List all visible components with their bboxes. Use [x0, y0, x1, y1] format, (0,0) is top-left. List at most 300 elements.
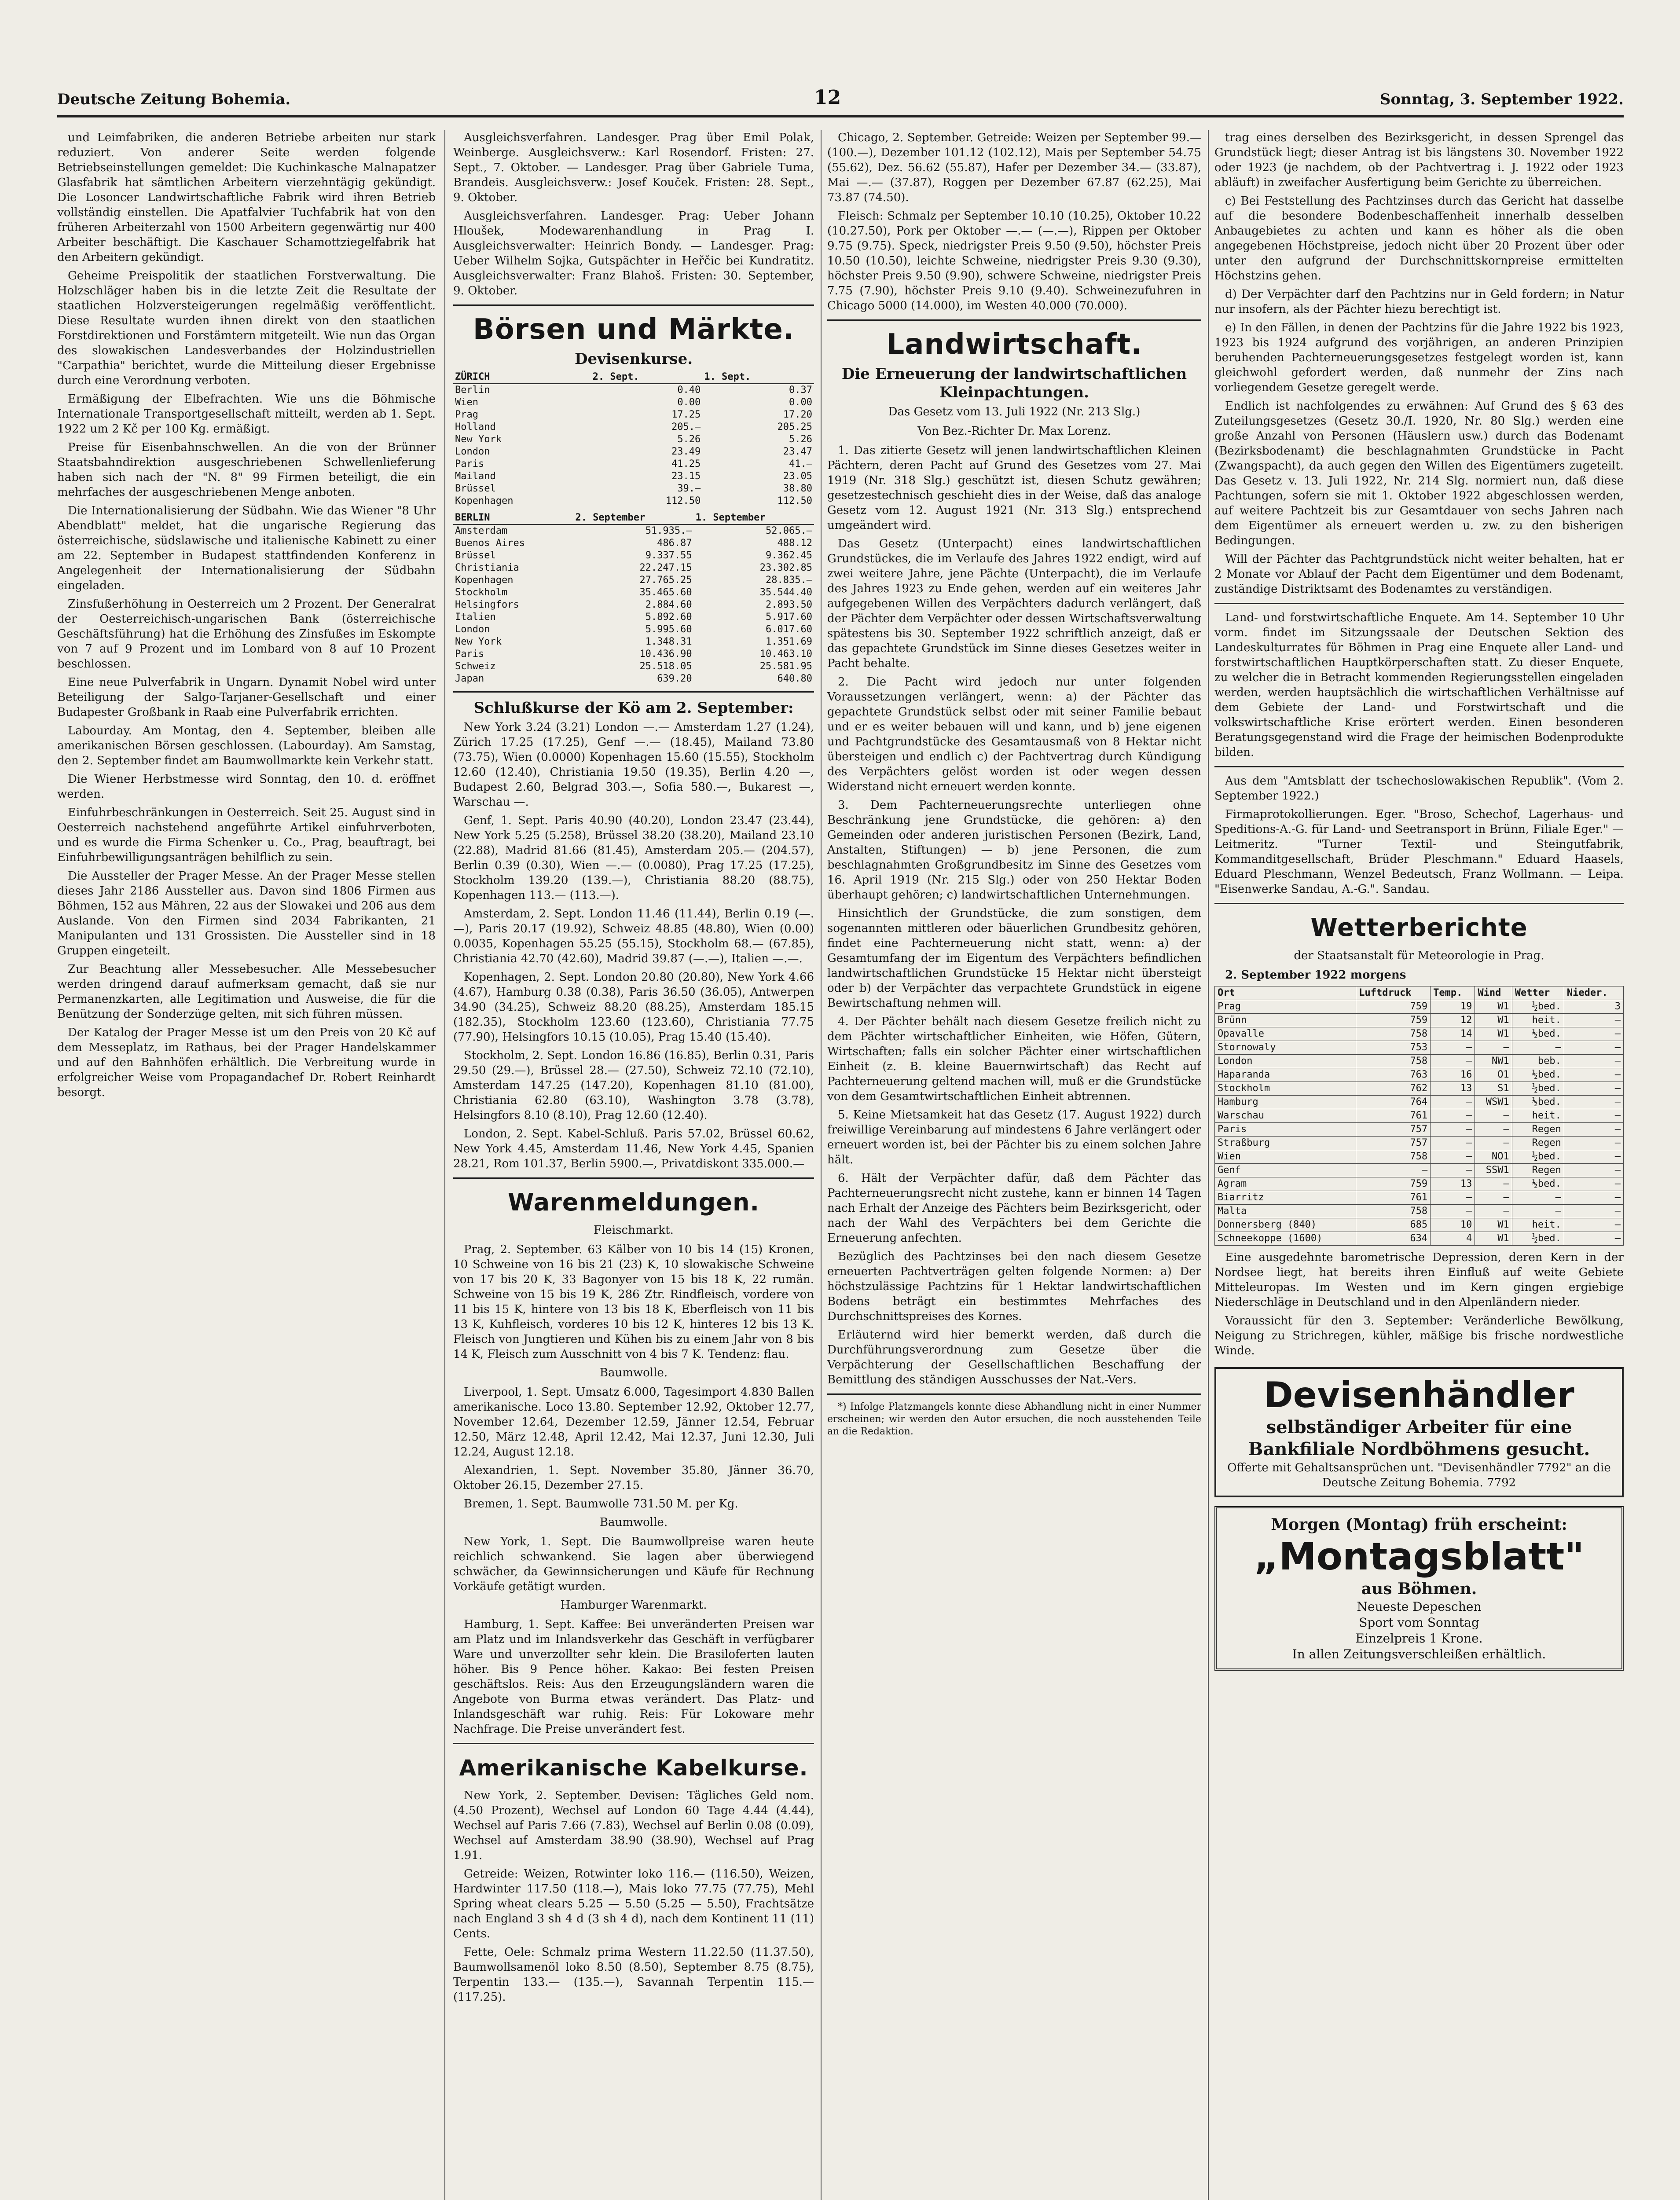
- table-cell: Wien: [1215, 1150, 1356, 1164]
- article-paragraph: Kopenhagen, 2. Sept. London 20.80 (20.80), New York 4.66 (4.67), Hamburg 0.38 (0.38), Paris 36.50 (36.05), Antwerpen 34.90 (34.25), Schweiz 88.20 (88.25), Amsterdam 185.15 (182.35), Stockholm 123.60 (123.60), Christiania 77.75 (77.90), Helsingfors 10.15 (10.05), Prag 15.40 (15.40).: [453, 971, 814, 1044]
- table-cell: Brünn: [1215, 1014, 1356, 1027]
- table-cell: 753: [1356, 1041, 1431, 1055]
- table-cell: 13: [1431, 1177, 1475, 1191]
- table-cell: Berlin: [455, 385, 490, 396]
- table-cell: 17.20: [783, 409, 812, 420]
- article-paragraph: 6. Hält der Verpächter dafür, daß dem Pächter das Pachterneuerungsrecht nicht zustehe, kann er binnen 14 Tagen nach Erhalt der Anzeige des Pächters beim Bezirksgericht, oder nach der Wahl des Verpächters bei dem Gerichte die Erneuerung anfechten.: [827, 1172, 1201, 1245]
- table-cell: 27.765.25: [639, 575, 692, 586]
- article-paragraph: Bezüglich des Pachtzinses bei den nach diesem Gesetze erneuerten Pachtverträgen gelten folgende Normen: a) Der höchstzulässige Pachtzins für 1 Hektar landwirtschaftlichen Bodens beträgt ein bestimmtes Mehrfaches des Durchschnittspreises des Kornes.: [827, 1250, 1201, 1323]
- article-paragraph: Ermäßigung der Elbefrachten. Wie uns die Böhmische Internationale Transportgesellschaft mitteilt, werden ab 1. Sept. 1922 um 2 Kč per 100 Kg. ermäßigt.: [57, 392, 436, 436]
- table-cell: 13: [1431, 1082, 1475, 1096]
- table-header-cell: Temp.: [1431, 986, 1475, 1000]
- table-header-cell: BERLIN: [453, 512, 573, 524]
- table-cell: Holland: [455, 422, 496, 433]
- table-cell: —: [1431, 1137, 1475, 1150]
- table-cell: —: [1431, 1041, 1475, 1055]
- table-cell: 2.893.50: [766, 599, 812, 610]
- table-cell: 3: [1564, 1000, 1623, 1014]
- rate-row: [453, 599, 814, 611]
- rate-row: [453, 384, 814, 396]
- subsection-wetter: der Staatsanstalt für Meteorologie in Prag.: [1294, 949, 1544, 962]
- ad-price: Einzelpreis 1 Krone.: [1355, 1631, 1483, 1646]
- column-divider: [444, 130, 445, 2200]
- table-cell: W1: [1475, 1232, 1512, 1246]
- table-cell: —: [1431, 1164, 1475, 1177]
- table-cell: beb.: [1512, 1055, 1564, 1068]
- column-4: [1214, 130, 1624, 2200]
- table-cell: 35.465.60: [639, 587, 692, 598]
- table-cell: WSW1: [1475, 1096, 1512, 1109]
- table-cell: Japan: [455, 673, 484, 684]
- table-cell: 39.—: [677, 483, 701, 494]
- table-cell: 9.362.45: [766, 550, 812, 561]
- table-cell: 685: [1356, 1218, 1431, 1232]
- table-cell: 28.835.—: [766, 575, 812, 586]
- table-cell: —: [1564, 1055, 1623, 1068]
- table-cell: —: [1564, 1137, 1623, 1150]
- article-subheadline: Das Gesetz vom 13. Juli 1922 (Nr. 213 Slg.): [888, 405, 1141, 418]
- table-cell: Buenos Aires: [455, 538, 525, 549]
- table-cell: Agram: [1215, 1177, 1356, 1191]
- weather-table: [1214, 986, 1624, 1246]
- table-cell: —: [1431, 1150, 1475, 1164]
- article-paragraph: Ausgleichsverfahren. Landesger. Prag über Emil Polak, Weinberge. Ausgleichsverw.: Karl Rosendorf. Fristen: 27. Sept., 7. Oktober. — Landesger. Prag über Gabriele Tuma, Brandeis. Ausgleichsverw.: Josef Kouček. Fristen: 28. Sept., 9. Oktober.: [453, 131, 814, 204]
- rate-row: [453, 648, 814, 660]
- table-cell: ½bed.: [1512, 1150, 1564, 1164]
- table-cell: 23.49: [671, 446, 701, 457]
- article-paragraph: 5. Keine Mietsamkeit hat das Gesetz (17. August 1922) durch freiwillige Vereinbarung auf mindestens 6 Jahre verlängert oder erneuert worden ist, bei der Pächter bis zu einem solchen Jahre hält.: [827, 1108, 1201, 1166]
- rate-row: [453, 409, 814, 421]
- article-paragraph: Eine neue Pulverfabrik in Ungarn. Dynamit Nobel wird unter Beteiligung der Salgo-Tarjaner-Gesellschaft und einer Budapester Großbank in Raab eine Pulverfabrik errichten.: [57, 676, 436, 719]
- article-paragraph: Labourday. Am Montag, den 4. September, bleiben alle amerikanischen Börsen geschlossen. (Labourday). Am Samstag, den 2. September findet am Baumwollmarkte kein Verkehr statt.: [57, 724, 436, 767]
- table-cell: S1: [1475, 1082, 1512, 1096]
- table-cell: Helsingfors: [455, 599, 519, 610]
- table-cell: 23.15: [671, 471, 701, 482]
- article-paragraph: London, 2. Sept. Kabel-Schluß. Paris 57.02, Brüssel 60.62, New York 4.45, Amsterdam 11.46, New York 4.45, Spanien 28.21, Rom 101.37, Berlin 5900.—, Privatdiskont 335.000.—: [453, 1127, 814, 1170]
- rate-row: [453, 537, 814, 550]
- article-paragraph: 1. Das zitierte Gesetz will jenen landwirtschaftlichen Kleinen Pächtern, deren Pacht auf Grund des Gesetzes vom 27. Mai 1919 (Nr. 318 Slg.) geschützt ist, diesen Schutz gewähren; gesetzestechnisch geschieht dies in der Weise, daß das analoge Gesetz vom 12. August 1921 (Nr. 313 Slg.) entsprechend umgeändert wird.: [827, 444, 1201, 532]
- table-cell: 52.065.—: [766, 525, 812, 536]
- table-cell: 1.351.69: [766, 636, 812, 647]
- table-header-cell: Nieder.: [1564, 986, 1623, 1000]
- issue-date: Sonntag, 3. September 1922.: [1379, 91, 1624, 108]
- table-cell: 10.463.10: [759, 649, 812, 660]
- rate-row: [453, 446, 814, 458]
- table-cell: Opavalle: [1215, 1027, 1356, 1041]
- table-cell: heit.: [1512, 1014, 1564, 1027]
- table-cell: Prag: [455, 409, 478, 420]
- section-title-kabel: Amerikanische Kabelkurse.: [459, 1755, 808, 1781]
- table-cell: —: [1475, 1041, 1512, 1055]
- weather-row: [1215, 1150, 1624, 1164]
- section-rule: [453, 691, 814, 693]
- ad-headline: Devisenhändler: [1264, 1375, 1574, 1415]
- column-divider: [1208, 130, 1209, 2200]
- table-cell: —: [1564, 1218, 1623, 1232]
- rate-row: [453, 458, 814, 470]
- table-cell: 17.25: [671, 409, 701, 420]
- weather-row: [1215, 1109, 1624, 1123]
- table-cell: NW1: [1475, 1055, 1512, 1068]
- table-cell: 25.518.05: [639, 661, 692, 672]
- subsection-hamburg: Hamburger Warenmarkt.: [560, 1599, 707, 1612]
- table-cell: 1.348.31: [645, 636, 692, 647]
- section-rule: [1214, 766, 1624, 767]
- weather-row: [1215, 1068, 1624, 1082]
- table-cell: Stockholm: [1215, 1082, 1356, 1096]
- table-cell: Christiania: [455, 562, 519, 573]
- table-header-cell: Ort: [1215, 986, 1356, 1000]
- column-2: [453, 130, 814, 2200]
- article-paragraph: Land- und forstwirtschaftliche Enquete. Am 14. September 10 Uhr vorm. findet im Sitzungssaale der Deutschen Sektion des Landeskulturrates für Böhmen in Prag eine Enquete aller Land- und forstwirtschaftlichen Hauptkörperschaften statt. Zu dieser Enquete, zu welcher die in Betracht kommenden Regierungsstellen eingeladen werden, werden hauptsächlich die wirtschaftlichen Verhältnisse auf dem Gebiete der Land- und Forstwirtschaft und die volkswirtschaftliche Krise erörtert werden. Einen besonderen Beratungsgegenstand wird die Frage der heimischen Bodenprodukte bilden.: [1214, 611, 1624, 759]
- table-cell: 759: [1356, 1014, 1431, 1027]
- table-cell: Prag: [1215, 1000, 1356, 1014]
- table-cell: 0.37: [789, 385, 812, 396]
- weather-row: [1215, 1177, 1624, 1191]
- article-paragraph: Amsterdam, 2. Sept. London 11.46 (11.44), Berlin 0.19 (—.—), Paris 20.17 (19.92), Schweiz 48.85 (48.80), Wien (0.00) 0.0035, Kopenhagen 55.25 (55.15), Stockholm 68.— (67.85), Christiania 42.70 (42.60), Madrid 39.87 (—.—), Italien —.—.: [453, 907, 814, 965]
- section-title-markets: Börsen und Märkte.: [473, 313, 795, 346]
- article-paragraph: Die Wiener Herbstmesse wird Sonntag, den 10. d. eröffnet werden.: [57, 773, 436, 801]
- table-cell: 16: [1431, 1068, 1475, 1082]
- table-cell: 23.302.85: [759, 562, 812, 573]
- table-cell: Regen: [1512, 1123, 1564, 1137]
- section-rule: [453, 1743, 814, 1744]
- table-cell: 486.87: [657, 538, 692, 549]
- article-paragraph: Der Katalog der Prager Messe ist um den Preis von 20 Kč auf dem Messeplatz, im Rathaus, bei der Prager Handelskammer und auf den Bahnhöfen erhältlich. Die Verbreitung wurde in erfolgreicher Weise vom Propagandachef Dr. Robert Reinhardt besorgt.: [57, 1026, 436, 1099]
- table-cell: —: [1512, 1205, 1564, 1218]
- article-paragraph: New York 3.24 (3.21) London —.— Amsterdam 1.27 (1.24), Zürich 17.25 (17.25), Genf —.— (18.45), Mailand 73.80 (73.75), Wien (0.0000) Kopenhagen 15.60 (15.55), Stockholm 12.60 (12.40), Christiania 19.50 (19.35), Berlin 4.20 —, Budapest 2.60, Belgrad 303.—, Sofia 580.—, Bukarest —, Warschau —.: [453, 721, 814, 809]
- table-cell: —: [1475, 1177, 1512, 1191]
- section-rule: [453, 1177, 814, 1179]
- rate-row: [453, 396, 814, 409]
- table-cell: Regen: [1512, 1137, 1564, 1150]
- table-cell: 6.017.60: [766, 624, 812, 635]
- table-cell: —: [1475, 1123, 1512, 1137]
- table-cell: 762: [1356, 1082, 1431, 1096]
- table-cell: London: [455, 446, 490, 457]
- subsection-baumwolle: Baumwolle.: [599, 1516, 668, 1529]
- section-title-waren: Warenmeldungen.: [508, 1188, 759, 1216]
- table-cell: W1: [1475, 1014, 1512, 1027]
- rate-row: [453, 611, 814, 623]
- table-header-cell: 2. Sept.: [591, 371, 703, 384]
- ad-subline: aus Böhmen.: [1361, 1580, 1477, 1598]
- table-cell: Malta: [1215, 1205, 1356, 1218]
- table-cell: —: [1564, 1109, 1623, 1123]
- section-title-landwirtschaft: Landwirtschaft.: [886, 328, 1142, 361]
- table-cell: —: [1564, 1096, 1623, 1109]
- table-cell: New York: [455, 636, 502, 647]
- table-cell: ½bed.: [1512, 1177, 1564, 1191]
- article-paragraph: c) Bei Feststellung des Pachtzinses durch das Gericht hat dasselbe auf die besondere Bodenbeschaffenheit innerhalb desselben Anbaugebietes zu achten und kann es höher als die oben angegebenen Höchstpreise, jedoch nicht über 20 Prozent über oder unter den aufgrund der Durchschnittskornpreise ermittelten Höchstzins gehen.: [1214, 194, 1624, 282]
- weather-row: [1215, 1191, 1624, 1205]
- paper-name: Deutsche Zeitung Bohemia.: [57, 91, 291, 108]
- table-cell: 23.47: [783, 446, 812, 457]
- weather-row: [1215, 1000, 1624, 1014]
- article-paragraph: Einfuhrbeschränkungen in Oesterreich. Seit 25. August sind in Oesterreich nachstehend angeführte Artikel einfuhrverboten, und es wurde die Firma Schenker u. Co., Prag, beauftragt, bei Einfuhrbewilligungsanträgen behilflich zu sein.: [57, 806, 436, 864]
- table-cell: 757: [1356, 1123, 1431, 1137]
- article-paragraph: New York, 2. September. Devisen: Tägliches Geld nom. (4.50 Prozent), Wechsel auf London 60 Tage 4.44 (4.44), Wechsel auf Paris 7.66 (7.83), Wechsel auf Berlin 0.08 (0.09), Wechsel auf Amsterdam 38.90 (38.90), Wechsel auf Prag 1.91.: [453, 1789, 814, 1862]
- article-paragraph: Stockholm, 2. Sept. London 16.86 (16.85), Berlin 0.31, Paris 29.50 (29.—), Brüssel 28.— (27.50), Schweiz 72.10 (72.10), Amsterdam 147.25 (147.20), Kopenhagen 81.10 (81.00), Christiania 62.80 (63.10), Washington 3.78 (3.78), Helsingfors 8.10 (8.10), Prag 12.60 (12.40).: [453, 1049, 814, 1122]
- rate-row: [453, 636, 814, 648]
- article-paragraph: Zur Beachtung aller Messebesucher. Alle Messebesucher werden dringend darauf aufmerksam gemacht, daß sie nur Permanenzkarten, alle Legitimation und Ausweise, die für die Benützung der Sonderzüge gelten, mit sich führen müssen.: [57, 963, 436, 1021]
- table-header-cell: Luftdruck: [1356, 986, 1431, 1000]
- table-cell: 14: [1431, 1027, 1475, 1041]
- article-paragraph: Bremen, 1. Sept. Baumwolle 731.50 M. per Kg.: [464, 1497, 738, 1511]
- article-paragraph: Genf, 1. Sept. Paris 40.90 (40.20), London 23.47 (23.44), New York 5.25 (5.258), Brüssel 38.20 (38.20), Mailand 23.10 (22.88), Madrid 81.66 (81.45), Amsterdam 205.— (204.57), Berlin 0.39 (0.30), Wien —.— (0.0080), Prag 17.25 (17.25), Stockholm 139.20 (139.—), Christiania 88.20 (88.75), Kopenhagen 113.— (113.—).: [453, 814, 814, 902]
- article-paragraph: Firmaprotokollierungen. Eger. "Broso, Schechof, Lagerhaus- und Speditions-A.-G. für Land- und Seetransport in Brünn, Filiale Eger." — Leitmeritz. "Turner Textil- und Steingutfabrik, Kommanditgesellschaft, Brüder Pleschmann." Eduard Haasels, Eduard Pleschmann, Wenzel Bedeutsch, Franz Wollmann. — Leipa. "Eisenwerke Sandau, A.-G.". Sandau.: [1214, 808, 1624, 896]
- table-cell: 4: [1431, 1232, 1475, 1246]
- table-cell: 758: [1356, 1055, 1431, 1068]
- rate-row: [453, 562, 814, 574]
- rate-row: [453, 623, 814, 636]
- table-cell: 2.884.60: [645, 599, 692, 610]
- article-paragraph: d) Der Verpächter darf den Pachtzins nur in Geld fordern; in Natur nur insofern, als der Pächter hiezu berechtigt ist.: [1214, 288, 1624, 316]
- article-paragraph: Prag, 2. September. 63 Kälber von 10 bis 14 (15) Kronen, 10 Schweine von 16 bis 21 (23) K, 10 slowakische Schweine von 17 bis 20 K, 33 Bagonyer von 15 bis 18 K, 22 rumän. Schweine von 15 bis 19 K, 286 Ztr. Rindfleisch, vordere von 11 bis 15 K, hintere von 13 bis 18 K, Eberfleisch von 11 bis 13 K, Kuhfleisch, vorderes 10 bis 12 K, hinteres 12 bis 13 K. Fleisch von Jungtieren und Kühen bis zu einem Jahr von 8 bis 14 K, Fleisch zum Ausschnitt von 4 bis 7 K. Tendenz: flau.: [453, 1243, 814, 1361]
- table-cell: —: [1564, 1027, 1623, 1041]
- rate-row: [453, 470, 814, 483]
- weather-row: [1215, 1218, 1624, 1232]
- article-paragraph: Fette, Oele: Schmalz prima Western 11.22.50 (11.37.50), Baumwollsamenöl loko 8.50 (8.50), September 8.75 (8.75), Terpentin 133.— (135.—), Savannah Terpentin 115.— (117.25).: [453, 1946, 814, 2004]
- table-cell: —: [1431, 1191, 1475, 1205]
- section-rule: [1214, 903, 1624, 904]
- table-cell: W1: [1475, 1218, 1512, 1232]
- article-paragraph: 3. Dem Pachterneuerungsrechte unterliegen ohne Beschränkung jene Grundstücke, die gehören: a) den Gemeinden oder anderen juristischen Personen (Bezirk, Land, Anstalten, Stiftungen) — b) jene Personen, die zum beschlagnahmten Großgrundbesitz im Sinne des Gesetzes vom 16. April 1919 (Nr. 215 Slg.) oder von 250 Hektar Boden überhaupt gehören; c) landwirtschaftlichen Unternehmungen.: [827, 799, 1201, 902]
- section-rule: [1214, 603, 1624, 604]
- table-cell: London: [1215, 1055, 1356, 1068]
- table-cell: Warschau: [1215, 1109, 1356, 1123]
- zurich-rates-table: [453, 371, 814, 507]
- table-cell: —: [1564, 1232, 1623, 1246]
- table-cell: Stornowaly: [1215, 1041, 1356, 1055]
- section-title-ko: Schlußkurse der Kö am 2. September:: [473, 699, 794, 717]
- table-cell: 10.436.90: [639, 649, 692, 660]
- table-cell: —: [1431, 1123, 1475, 1137]
- table-header-cell: 1. Sept.: [702, 371, 814, 384]
- table-cell: 41.—: [789, 458, 812, 469]
- rate-row: [453, 574, 814, 587]
- section-rule: [453, 304, 814, 306]
- column-3: [827, 130, 1201, 2200]
- table-cell: —: [1512, 1191, 1564, 1205]
- table-cell: —: [1564, 1191, 1623, 1205]
- table-cell: 763: [1356, 1068, 1431, 1082]
- table-cell: W1: [1475, 1027, 1512, 1041]
- page-number: 12: [814, 86, 841, 109]
- table-cell: Stockholm: [455, 587, 508, 598]
- subsection-baumwolle: Baumwolle.: [599, 1366, 668, 1379]
- article-paragraph: Hinsichtlich der Grundstücke, die zum sonstigen, dem sogenannten mittleren oder bäuerlichen Grundbesitz gehören, findet eine Pachterneuerung nicht statt, wenn: a) der Gesamtumfang der im Eigentum des Verpächters befindlichen landwirtschaftlichen Grundstücke 15 Hektar nicht übersteigt oder b) der Verpächter das verpachtete Grundstück in eigene Bewirtschaftung nehmen will.: [827, 907, 1201, 1010]
- article-author: Von Bez.-Richter Dr. Max Lorenz.: [917, 425, 1111, 438]
- weather-date: 2. September 1922 morgens: [1225, 968, 1406, 982]
- table-cell: 5.26: [677, 434, 701, 445]
- article-paragraph: Liverpool, 1. Sept. Umsatz 6.000, Tagesimport 4.830 Ballen amerikanische. Loco 13.80. September 12.92, Oktober 12.77, November 12.64, Dezember 12.59, Jänner 12.54, Februar 12.50, März 12.48, April 12.42, Mai 12.37, Juni 12.30, Juli 12.24, August 12.18.: [453, 1386, 814, 1459]
- article-paragraph: Alexandrien, 1. Sept. November 35.80, Jänner 36.70, Oktober 26.15, Dezember 27.15.: [453, 1464, 814, 1492]
- subsection-fleisch: Fleischmarkt.: [594, 1224, 674, 1237]
- section-rule: [827, 319, 1201, 321]
- masthead: [57, 86, 1624, 113]
- table-header-cell: ZÜRICH: [453, 371, 591, 384]
- table-cell: Kopenhagen: [455, 575, 514, 586]
- article-paragraph: Erläuternd wird hier bemerkt werden, daß durch die Durchführungsverordnung zum Gesetze über die Verpächterung der Gesellschaftlichen Beschaffung der Bemittlung des ständigen Ausschusses der Nat.-Vers.: [827, 1328, 1201, 1386]
- article-paragraph: Eine ausgedehnte barometrische Depression, deren Kern in der Nordsee liegt, hat bereits ihren Einfluß auf weite Gebiete Mitteleuropas. Im Westen und im Kern gingen ergiebige Niederschläge in Deutschland und in den Alpenländern nieder.: [1214, 1251, 1624, 1309]
- weather-row: [1215, 1014, 1624, 1027]
- article-paragraph: Ausgleichsverfahren. Landesger. Prag: Ueber Johann Hloušek, Modewarenhandlung in Prag I. Ausgleichsverwalter: Heinrich Bondy. — Landesger. Prag: Ueber Wilhelm Sojka, Gutspächter in Heřčic bei Kundratitz. Ausgleichsverwalter: Franz Blahoš. Fristen: 30. September, 9. Oktober.: [453, 209, 814, 297]
- weather-row: [1215, 1055, 1624, 1068]
- advertisement-devisenhaendler: [1214, 1367, 1624, 1497]
- table-cell: 205.25: [777, 422, 812, 433]
- article-paragraph: Die Aussteller der Prager Messe. An der Prager Messe stellen dieses Jahr 2186 Aussteller aus. Davon sind 1806 Firmen aus Böhmen, 152 aus Mähren, 22 aus der Slowakei und 206 aus dem Auslande. Von den Firmen sind 2034 Fabrikanten, 21 Manipulanten und 131 Grossisten. Die Aussteller sind in 18 Gruppen eingeteilt.: [57, 869, 436, 957]
- rate-row: [453, 660, 814, 673]
- article-paragraph: Getreide: Weizen, Rotwinter loko 116.— (116.50), Weizen, Hardwinter 117.50 (118.—), Mais loko 77.75 (77.75), Mehl Spring wheat clears 5.25 — 5.50 (5.25 — 5.50), Frachtsätze nach England 3 sh 4 d (3 sh 4 d), nach dem Kontinent 11 (11) Cents.: [453, 1867, 814, 1940]
- article-paragraph: Geheime Preispolitik der staatlichen Forstverwaltung. Die Holzschläger haben bis in die letzte Zeit die Resultate der staatlichen Holzversteigerungen regelmäßig veröffentlicht. Diese Resultate wurden ihnen direkt von den staatlichen Forstdirektionen und Forstämtern mitgeteilt. Wie nun das Organ des slowakischen Landesverbandes der Holzindustriellen "Carpathia" berichtet, wurde die Mitteilung dieser Ergebnisse durch eine Verordnung verboten.: [57, 269, 436, 387]
- weather-row: [1215, 1096, 1624, 1109]
- article-paragraph: Aus dem "Amtsblatt der tschechoslowakischen Republik". (Vom 2. September 1922.): [1214, 774, 1624, 803]
- table-cell: Straßburg: [1215, 1137, 1356, 1150]
- table-cell: 112.50: [665, 495, 701, 506]
- weather-row: [1215, 1082, 1624, 1096]
- table-cell: —: [1475, 1205, 1512, 1218]
- table-cell: Haparanda: [1215, 1068, 1356, 1082]
- article-paragraph: Chicago, 2. September. Getreide: Weizen per September 99.— (100.—), Dezember 101.12 (102.12), Mais per September 54.75 (55.62), Dez. 56.62 (55.87), Hafer per Dezember 34.— (33.87), Mai —.— (37.87), Roggen per Dezember 67.87 (62.25), Mai 73.87 (74.50).: [827, 131, 1201, 204]
- table-cell: —: [1475, 1137, 1512, 1150]
- table-cell: 10: [1431, 1218, 1475, 1232]
- table-cell: Genf: [1215, 1164, 1356, 1177]
- table-cell: Mailand: [455, 471, 496, 482]
- rate-row: [453, 673, 814, 685]
- table-header-cell: Wind: [1475, 986, 1512, 1000]
- masthead-rule: [57, 115, 1624, 117]
- table-header-cell: 2. September: [573, 512, 693, 524]
- weather-row: [1215, 1027, 1624, 1041]
- table-cell: 19: [1431, 1000, 1475, 1014]
- table-cell: —: [1564, 1082, 1623, 1096]
- table-cell: —: [1475, 1109, 1512, 1123]
- table-cell: Paris: [455, 458, 484, 469]
- berlin-rates-table: [453, 512, 814, 685]
- article-paragraph: Zinsfußerhöhung in Oesterreich um 2 Prozent. Der Generalrat der Oesterreichisch-ungarischen Bank (österreichische Geschäftsführung) hat die Erhöhung des Zinsfußes im Eskompte von 7 auf 9 Prozent und im Lombard von 8 auf 10 Prozent beschlossen.: [57, 598, 436, 671]
- article-paragraph: trag eines derselben des Bezirksgericht, in dessen Sprengel das Grundstück liegt; dieser Antrag ist bis längstens 30. November 1922 oder 1923 (je nachdem, ob der Pachtvertrag i. J. 1922 oder 1923 abläuft) in zweifacher Ausfertigung beim Gerichte zu überreichen.: [1214, 131, 1624, 189]
- table-cell: 5.892.60: [645, 612, 692, 623]
- weather-row: [1215, 1205, 1624, 1218]
- ad-line: Sport vom Sonntag: [1359, 1615, 1479, 1630]
- table-cell: ½bed.: [1512, 1027, 1564, 1041]
- weather-row: [1215, 1164, 1624, 1177]
- table-cell: 12: [1431, 1014, 1475, 1027]
- rate-row: [453, 483, 814, 495]
- footnote: *) Infolge Platzmangels konnte diese Abhandlung nicht in einer Nummer erscheinen; wir werden den Autor ersuchen, die noch ausstehenden Teile an die Redaktion.: [827, 1401, 1201, 1437]
- table-cell: 758: [1356, 1205, 1431, 1218]
- table-cell: Donnersberg (840): [1215, 1218, 1356, 1232]
- table-cell: 5.26: [789, 434, 812, 445]
- table-cell: 639.20: [657, 673, 692, 684]
- article-paragraph: Fleisch: Schmalz per September 10.10 (10.25), Oktober 10.22 (10.27.50), Pork per Oktober —.— (—.—), Rippen per Oktober 9.75 (9.75). Speck, niedrigster Preis 9.50 (9.50), höchster Preis 10.50 (10.50), leichte Schweine, niedrigster Preis 9.30 (9.30), höchster Preis 9.50 (9.90), schwere Schweine, niedrigster Preis 7.75 (7.90), höchster Preis 9.10 (9.40). Schweinezufuhren in Chicago 5000 (14.000), im Westen 40.000 (70.000).: [827, 209, 1201, 312]
- article-paragraph: Voraussicht für den 3. September: Veränderliche Bewölkung, Neigung zu Strichregen, kühler, mäßige bis frische nordwestliche Winde.: [1214, 1314, 1624, 1357]
- table-cell: Schneekoppe (1600): [1215, 1232, 1356, 1246]
- table-cell: 51.935.—: [645, 525, 692, 536]
- article-paragraph: 2. Die Pacht wird jedoch nur unter folgenden Voraussetzungen verlängert, wenn: a) der Pächter das gepachtete Grundstück selbst oder mit seiner Familie bebaut und er es weiter bebauen will und kann, und b) jene eigenen und Pachtgrundstücke des Gesamtausmaß von 8 Hektar nicht übersteigen und endlich c) der Pachtvertrag durch Kündigung des Verpächters gelöst worden ist oder wegen dessen Widerstand nicht erneuert werden konnte.: [827, 675, 1201, 793]
- rate-row: [453, 524, 814, 537]
- table-header-cell: 1. September: [694, 512, 814, 524]
- table-cell: NO1: [1475, 1150, 1512, 1164]
- table-cell: Brüssel: [455, 550, 496, 561]
- table-cell: 35.544.40: [759, 587, 812, 598]
- table-cell: London: [455, 624, 490, 635]
- table-cell: —: [1564, 1177, 1623, 1191]
- table-cell: 23.05: [783, 471, 812, 482]
- table-cell: Biarritz: [1215, 1191, 1356, 1205]
- table-cell: 5.995.60: [645, 624, 692, 635]
- article-headline: Die Erneuerung der landwirtschaftlichen Kleinpachtungen.: [841, 365, 1187, 401]
- ad-top-line: Morgen (Montag) früh erscheint:: [1271, 1515, 1567, 1534]
- ad-contact: Offerte mit Gehaltsansprüchen unt. "Devisenhändler 7792" an die Deutsche Zeitung Bohemia. 7792: [1227, 1461, 1611, 1489]
- table-cell: 0.00: [677, 397, 701, 408]
- table-cell: 758: [1356, 1150, 1431, 1164]
- table-cell: —: [1356, 1164, 1431, 1177]
- table-cell: —: [1431, 1055, 1475, 1068]
- table-cell: 5.917.60: [766, 612, 812, 623]
- article-paragraph: Preise für Eisenbahnschwellen. An die von der Brünner Staatsbahndirektion ausgeschriebenen Schwellenlieferung haben sich nach der "N. 8" 99 Firmen beteiligt, die ein mehrfaches der ausgeschriebenen Menge anboten.: [57, 441, 436, 499]
- ad-subline: selbständiger Arbeiter für eine Bankfiliale Nordböhmens gesucht.: [1248, 1417, 1590, 1459]
- table-cell: W1: [1475, 1000, 1512, 1014]
- table-cell: ½bed.: [1512, 1068, 1564, 1082]
- table-cell: Regen: [1512, 1164, 1564, 1177]
- table-cell: —: [1564, 1068, 1623, 1082]
- table-cell: —: [1431, 1109, 1475, 1123]
- table-cell: 761: [1356, 1191, 1431, 1205]
- table-cell: New York: [455, 434, 502, 445]
- table-cell: 764: [1356, 1096, 1431, 1109]
- table-cell: 25.581.95: [759, 661, 812, 672]
- table-cell: —: [1564, 1205, 1623, 1218]
- table-cell: Wien: [455, 397, 478, 408]
- table-cell: 640.80: [777, 673, 812, 684]
- rate-row: [453, 587, 814, 599]
- column-divider: [821, 130, 822, 2200]
- table-cell: —: [1431, 1096, 1475, 1109]
- table-cell: —: [1564, 1150, 1623, 1164]
- table-cell: 757: [1356, 1137, 1431, 1150]
- table-cell: 22.247.15: [639, 562, 692, 573]
- table-cell: 205.—: [671, 422, 701, 433]
- ad-footer: In allen Zeitungsverschleißen erhältlich.: [1292, 1647, 1546, 1661]
- table-cell: ½bed.: [1512, 1232, 1564, 1246]
- table-header-cell: Wetter: [1512, 986, 1564, 1000]
- table-cell: heit.: [1512, 1109, 1564, 1123]
- article-paragraph: Will der Pächter das Pachtgrundstück nicht weiter behalten, hat er 2 Monate vor Ablauf der Pacht dem Eigentümer und dem Bodenamt, zuständige Distriktsamt des Bodenamtes zu verständigen.: [1214, 553, 1624, 596]
- table-cell: —: [1564, 1164, 1623, 1177]
- table-cell: Kopenhagen: [455, 495, 514, 506]
- article-paragraph: 4. Der Pächter behält nach diesem Gesetze freilich nicht zu dem Pächter wirtschaftlicher Einheiten, wie Höfen, Gütern, Wirtschaften; falls ein solcher Pächter einer wirtschaftlichen Einheit (z. B. kleine Bauernwirtschaft) das Recht auf Pachterneuerung geltend machen will, muß er die Grundstücke von dem Gesamtwirtschaftlichen Einheit abtrennen.: [827, 1015, 1201, 1103]
- table-cell: 759: [1356, 1177, 1431, 1191]
- table-cell: —: [1564, 1014, 1623, 1027]
- article-paragraph: New York, 1. Sept. Die Baumwollpreise waren heute reichlich schwankend. Sie lagen aber überwiegend schwächer, da Gewinnsicherungen und Käufe für Rechnung Vorkäufe getätigt wurden.: [453, 1535, 814, 1593]
- article-paragraph: e) In den Fällen, in denen der Pachtzins für die Jahre 1922 bis 1923, 1923 bis 1924 aufgrund des vorjährigen, an anderen Prinzipien beruhenden Pachterneuerungsgesetzes festgelegt worden ist, kann gleichwohl gefordert werden, daß nunmehr der Zins nach vorliegendem Gesetze geregelt werde.: [1214, 321, 1624, 394]
- section-title-wetter: Wetterberichte: [1310, 913, 1528, 942]
- table-cell: Paris: [1215, 1123, 1356, 1137]
- rate-row: [453, 433, 814, 446]
- table-cell: ½bed.: [1512, 1000, 1564, 1014]
- table-cell: 112.50: [777, 495, 812, 506]
- advertisement-montagsblatt: [1214, 1506, 1624, 1671]
- weather-row: [1215, 1232, 1624, 1246]
- table-cell: ½bed.: [1512, 1096, 1564, 1109]
- weather-row: [1215, 1137, 1624, 1150]
- table-cell: 634: [1356, 1232, 1431, 1246]
- table-cell: Hamburg: [1215, 1096, 1356, 1109]
- table-cell: —: [1564, 1041, 1623, 1055]
- table-cell: 41.25: [671, 458, 701, 469]
